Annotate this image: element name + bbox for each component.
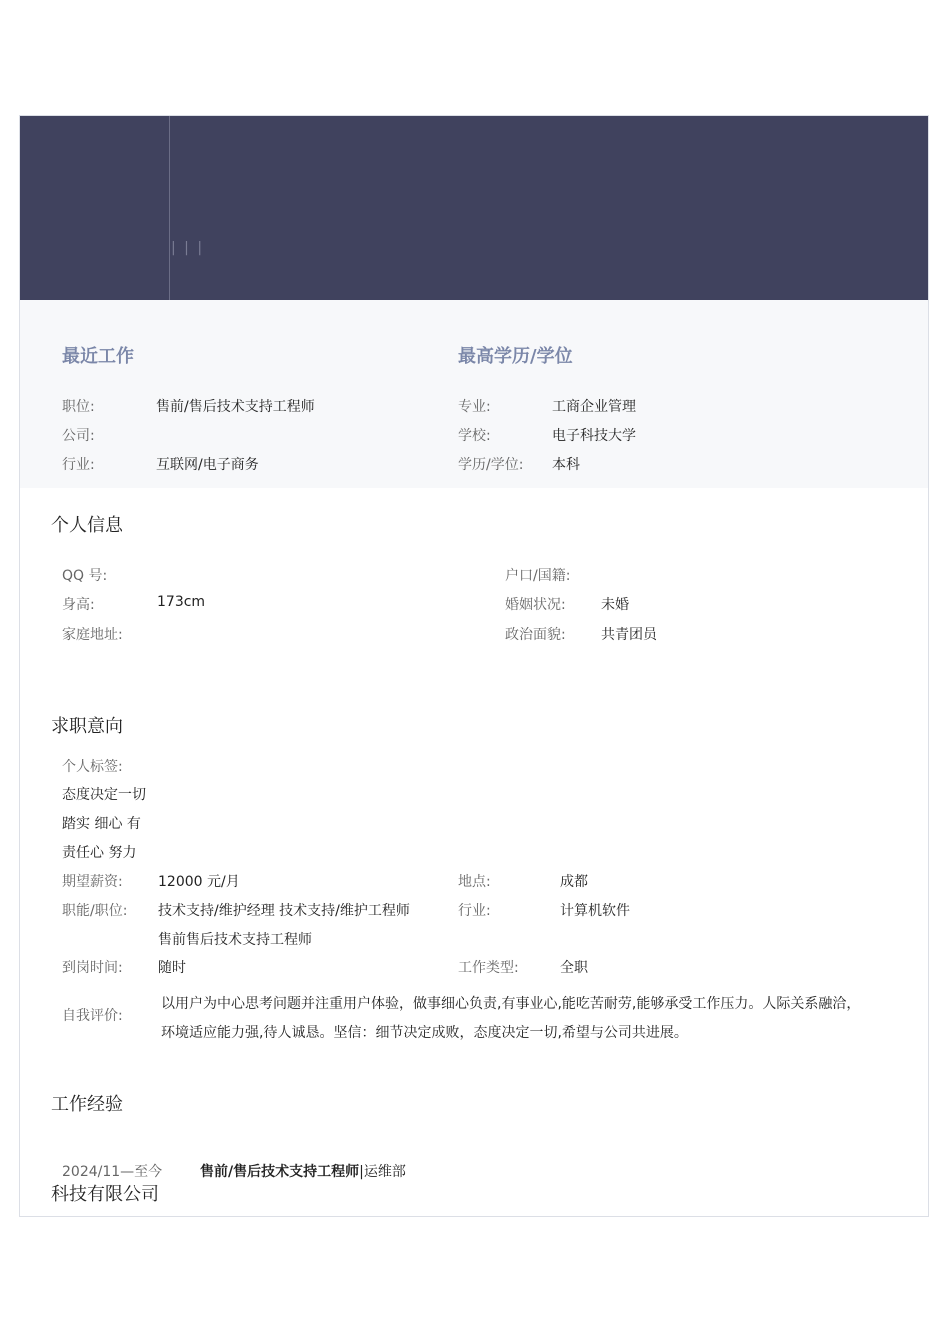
tag-line-2: 踏实 细心 有 [62, 816, 141, 832]
recent-position-value: 售前/售后技术支持工程师 [156, 399, 315, 415]
recent-industry-label: 行业: [62, 457, 95, 473]
political-value: 共青团员 [601, 627, 657, 643]
salary-value: 12000 元/月 [158, 874, 240, 890]
position-value-line1: 技术支持/维护经理 技术支持/维护工程师 [158, 903, 410, 919]
height-label: 身高: [62, 597, 95, 613]
edu-major-label: 专业: [458, 399, 491, 415]
job-intent-title: 求职意向 [51, 716, 123, 737]
experience-title: 工作经验 [51, 1094, 123, 1115]
industry-value: 计算机软件 [560, 903, 630, 919]
experience-dept: 运维部 [363, 1164, 406, 1180]
self-eval-text: 以用户为中心思考问题并注重用户体验，做事细心负责,有事业心,能吃苦耐劳,能够承受工作压力。人际关系融洽，环境适应能力强,待人诚恳。坚信：细节决定成败，态度决定一切,希望与公司共进展。 [161, 996, 861, 1041]
address-label: 家庭地址: [62, 627, 123, 643]
experience-company: 科技有限公司 [51, 1184, 159, 1205]
location-label: 地点: [458, 874, 491, 890]
qq-label: QQ 号: [62, 568, 108, 584]
experience-job-title: 售前/售后技术支持工程师 [200, 1164, 360, 1180]
marital-label: 婚姻状况: [505, 597, 566, 613]
recent-company-label: 公司: [62, 428, 95, 444]
edu-major-value: 工商企业管理 [552, 399, 636, 415]
personal-info-title: 个人信息 [51, 515, 123, 536]
salary-label: 期望薪资: [62, 874, 123, 890]
summary-panel [20, 300, 928, 488]
banner-divider [169, 116, 170, 300]
education-heading: 最高学历/学位 [458, 346, 573, 367]
banner-decor: | | | [171, 240, 205, 256]
arrival-value: 随时 [158, 960, 186, 976]
tags-label: 个人标签: [62, 759, 123, 775]
edu-degree-label: 学历/学位: [458, 457, 524, 473]
resume-card [19, 115, 929, 1217]
edu-school-value: 电子科技大学 [552, 428, 636, 444]
industry-label: 行业: [458, 903, 491, 919]
marital-value: 未婚 [601, 597, 629, 613]
position-value-line2: 售前售后技术支持工程师 [158, 932, 312, 948]
edu-degree-value: 本科 [552, 457, 580, 473]
edu-school-label: 学校: [458, 428, 491, 444]
worktype-value: 全职 [560, 960, 588, 976]
recent-work-heading: 最近工作 [62, 346, 134, 367]
worktype-label: 工作类型: [458, 960, 519, 976]
tag-line-3: 责任心 努力 [62, 845, 137, 861]
experience-separator: | [359, 1164, 364, 1180]
political-label: 政治面貌: [505, 627, 566, 643]
experience-job [200, 1161, 406, 1181]
height-value: 173cm [157, 594, 206, 610]
location-value: 成都 [560, 874, 588, 890]
self-eval-label: 自我评价: [62, 1008, 123, 1024]
arrival-label: 到岗时间: [62, 960, 123, 976]
position-label: 职能/职位: [62, 903, 128, 919]
hukou-label: 户口/国籍: [505, 568, 571, 584]
resume-banner [20, 116, 928, 300]
tag-line-1: 态度决定一切 [62, 787, 146, 803]
experience-period: 2024/11—至今 [62, 1164, 163, 1180]
recent-position-label: 职位: [62, 399, 95, 415]
recent-industry-value: 互联网/电子商务 [156, 457, 259, 473]
